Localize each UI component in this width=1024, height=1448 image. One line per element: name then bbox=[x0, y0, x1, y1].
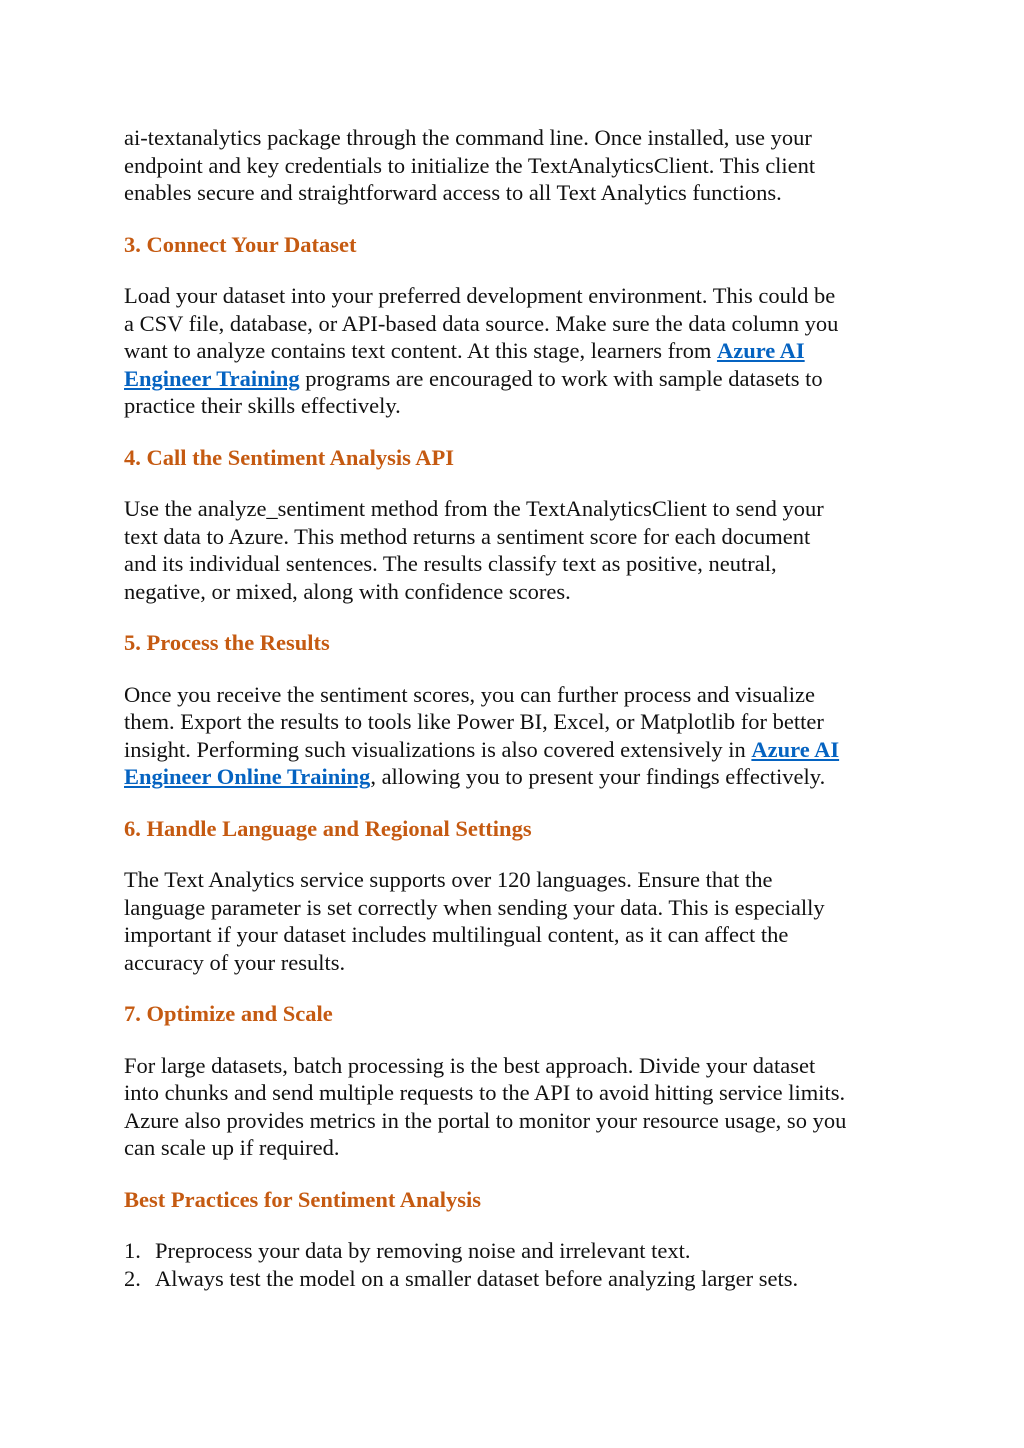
list-item-text: Preprocess your data by removing noise and irrelevant text. bbox=[155, 1238, 691, 1263]
text-line: enables secure and straightforward access to all Text Analytics functions. bbox=[124, 180, 782, 205]
process-results-paragraph bbox=[124, 681, 914, 791]
text-line: Once you receive the sentiment scores, you can further process and visualize bbox=[124, 681, 815, 707]
text-line: Load your dataset into your preferred development environment. This could be bbox=[124, 283, 836, 308]
text-line: Use the analyze_sentiment method from the TextAnalyticsClient to send your bbox=[124, 496, 824, 521]
section-heading-call-api: 4. Call the Sentiment Analysis API bbox=[124, 444, 455, 470]
text-line: ai-textanalytics package through the command line. Once installed, use your bbox=[124, 125, 812, 150]
text-line: important if your dataset includes multilingual content, as it can affect the bbox=[124, 922, 789, 947]
document-page bbox=[124, 124, 914, 1292]
text-line bbox=[124, 763, 914, 791]
best-practices-list bbox=[124, 1237, 914, 1292]
section-heading-process-results: 5. Process the Results bbox=[124, 630, 330, 655]
azure-ai-engineer-online-training-link-continued[interactable]: Engineer Online Training bbox=[124, 764, 371, 789]
intro-paragraph bbox=[124, 124, 914, 207]
list-number: 2. bbox=[124, 1265, 141, 1291]
list-item-text: Always test the model on a smaller dataset before analyzing larger sets. bbox=[155, 1265, 799, 1291]
text-line: accuracy of your results. bbox=[124, 949, 346, 975]
text-line: For large datasets, batch processing is the best approach. Divide your dataset bbox=[124, 1052, 816, 1078]
section-heading-best-practices: Best Practices for Sentiment Analysis bbox=[124, 1186, 482, 1212]
text-line: a CSV file, database, or API-based data source. Make sure the data column you bbox=[124, 310, 839, 336]
call-api-paragraph bbox=[124, 495, 914, 605]
text-line: The Text Analytics service supports over 120 languages. Ensure that the bbox=[124, 867, 773, 892]
text-line: can scale up if required. bbox=[124, 1135, 340, 1160]
text-line: negative, or mixed, along with confidence scores. bbox=[124, 578, 571, 604]
text-line: and its individual sentences. The results classify text as positive, neutral, bbox=[124, 551, 777, 576]
azure-ai-engineer-training-link-continued[interactable]: Engineer Training bbox=[124, 365, 300, 391]
text-line: endpoint and key credentials to initialize the TextAnalyticsClient. This client bbox=[124, 152, 816, 178]
text-line bbox=[124, 736, 914, 764]
list-number: 1. bbox=[124, 1238, 141, 1263]
azure-ai-engineer-online-training-link[interactable]: Azure AI bbox=[751, 736, 840, 762]
text-line: them. Export the results to tools like Power BI, Excel, or Matplotlib for better bbox=[124, 709, 824, 734]
list-item bbox=[124, 1237, 914, 1265]
azure-ai-engineer-training-link[interactable]: Azure AI bbox=[716, 338, 805, 363]
text-line bbox=[124, 365, 914, 393]
text-line: practice their skills effectively. bbox=[124, 393, 401, 418]
section-heading-language-settings: 6. Handle Language and Regional Settings bbox=[124, 815, 532, 841]
section-heading-optimize-scale: 7. Optimize and Scale bbox=[124, 1001, 333, 1026]
text-line: language parameter is set correctly when sending your data. This is especially bbox=[124, 894, 825, 920]
text-fragment: , allowing you to present your findings effectively. bbox=[370, 764, 826, 789]
optimize-scale-paragraph bbox=[124, 1052, 914, 1162]
list-item bbox=[124, 1265, 914, 1293]
language-settings-paragraph bbox=[124, 866, 914, 976]
text-fragment: insight. Performing such visualizations is also covered extensively in bbox=[124, 736, 752, 762]
section-heading-connect-dataset: 3. Connect Your Dataset bbox=[124, 231, 357, 257]
text-line: Azure also provides metrics in the portal to monitor your resource usage, so you bbox=[124, 1107, 847, 1133]
text-line: into chunks and send multiple requests to the API to avoid hitting service limits. bbox=[124, 1080, 846, 1105]
text-line bbox=[124, 337, 914, 365]
connect-dataset-paragraph bbox=[124, 282, 914, 420]
text-line: text data to Azure. This method returns a sentiment score for each document bbox=[124, 523, 811, 549]
text-fragment: want to analyze contains text content. At this stage, learners from bbox=[124, 338, 717, 363]
text-fragment: programs are encouraged to work with sample datasets to bbox=[299, 365, 823, 391]
